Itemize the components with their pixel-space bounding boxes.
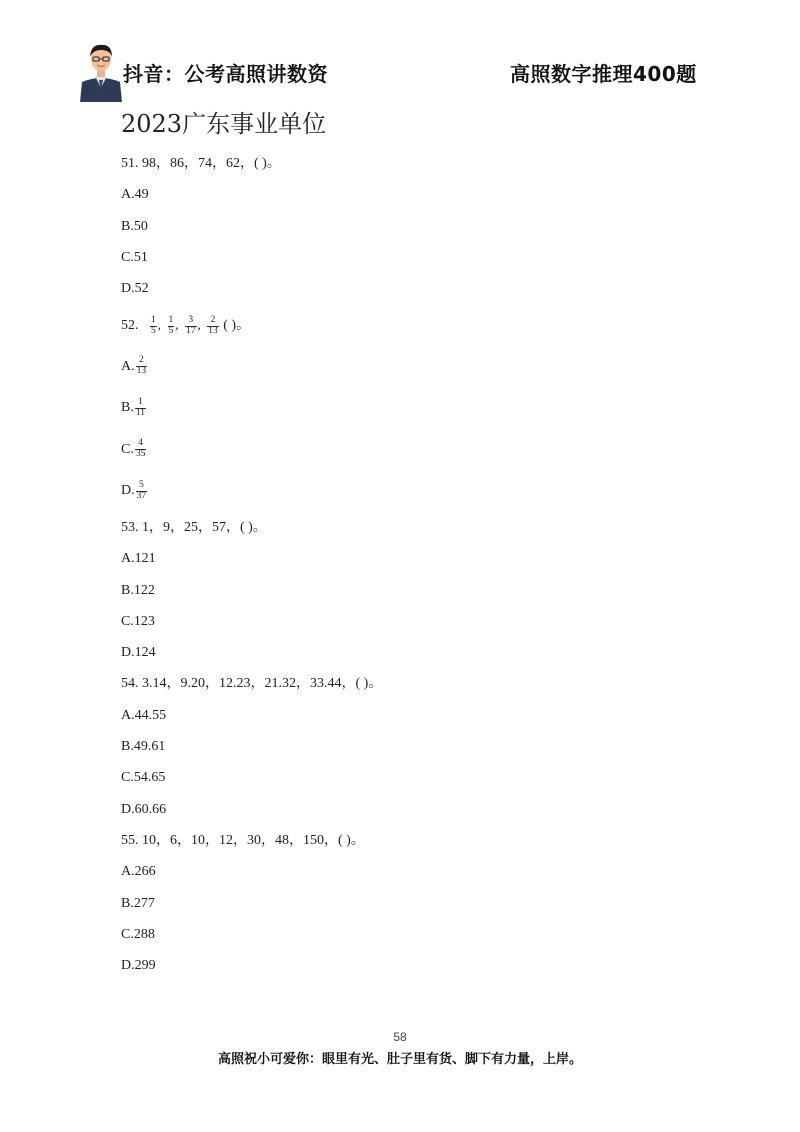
fraction-term-2: $\frac{1}{5}$	[168, 314, 174, 336]
question-52-stem: 52. $\frac{1}{5}$ , $\frac{1}{5}$ , $\frac{3}{17}$ , $\frac{2}{13}$ ( )。	[121, 314, 251, 336]
option-51-b: B.50	[121, 218, 148, 234]
fraction-term-4: $\frac{2}{13}$	[208, 314, 218, 336]
page-number: 58	[393, 1030, 407, 1044]
option-54-a: A.44.55	[121, 707, 167, 723]
option-51-c: C.51	[121, 249, 148, 265]
fraction-term-1: $\frac{1}{5}$	[151, 314, 156, 336]
option-53-b: B.122	[121, 582, 155, 598]
question-list	[121, 148, 721, 981]
option-55-b: B.277	[121, 895, 155, 911]
option-51-a: A.49	[121, 187, 149, 203]
fraction-term-3: $\frac{3}{17}$	[186, 314, 196, 336]
footer-message: 高照祝小可爱你：眼里有光、肚子里有货、脚下有力量，上岸。	[217, 1052, 582, 1067]
option-53-c: C.123	[121, 613, 155, 629]
option-52-d: D. $\frac{5}{37}$	[121, 479, 147, 501]
question-55-stem: 55. 10，6，10，12，30，48，150，( )。	[121, 832, 365, 848]
header-book-title: 高照数字推理400题	[510, 62, 697, 86]
option-51-d: D.52	[121, 281, 149, 297]
option-54-d: D.60.66	[121, 801, 167, 817]
option-52-a: A. $\frac{2}{13}$	[121, 355, 147, 377]
option-54-b: B.49.61	[121, 739, 166, 755]
question-52-blank: ( )。	[223, 318, 251, 334]
author-avatar-icon	[78, 40, 124, 102]
option-53-a: A.121	[121, 551, 156, 567]
option-55-d: D.299	[121, 958, 156, 974]
section-title: 2023广东事业单位	[121, 110, 327, 138]
option-55-a: A.266	[121, 864, 156, 880]
page-header	[0, 0, 800, 110]
option-53-d: D.124	[121, 645, 156, 661]
question-54-stem: 54. 3.14，9.20，12.23，21.32，33.44，( )。	[121, 676, 383, 692]
question-52-number: 52.	[121, 318, 139, 334]
header-channel-title: 抖音：公考高照讲数资	[123, 62, 328, 86]
question-51-stem: 51. 98，86，74，62，( )。	[121, 156, 281, 171]
option-54-c: C.54.65	[121, 770, 166, 786]
option-52-b: B. $\frac{1}{11}$	[121, 396, 145, 418]
option-52-c: C. $\frac{4}{35}$	[121, 438, 146, 460]
question-53-stem: 53. 1，9，25，57，( )。	[121, 519, 267, 535]
option-55-c: C.288	[121, 926, 155, 942]
